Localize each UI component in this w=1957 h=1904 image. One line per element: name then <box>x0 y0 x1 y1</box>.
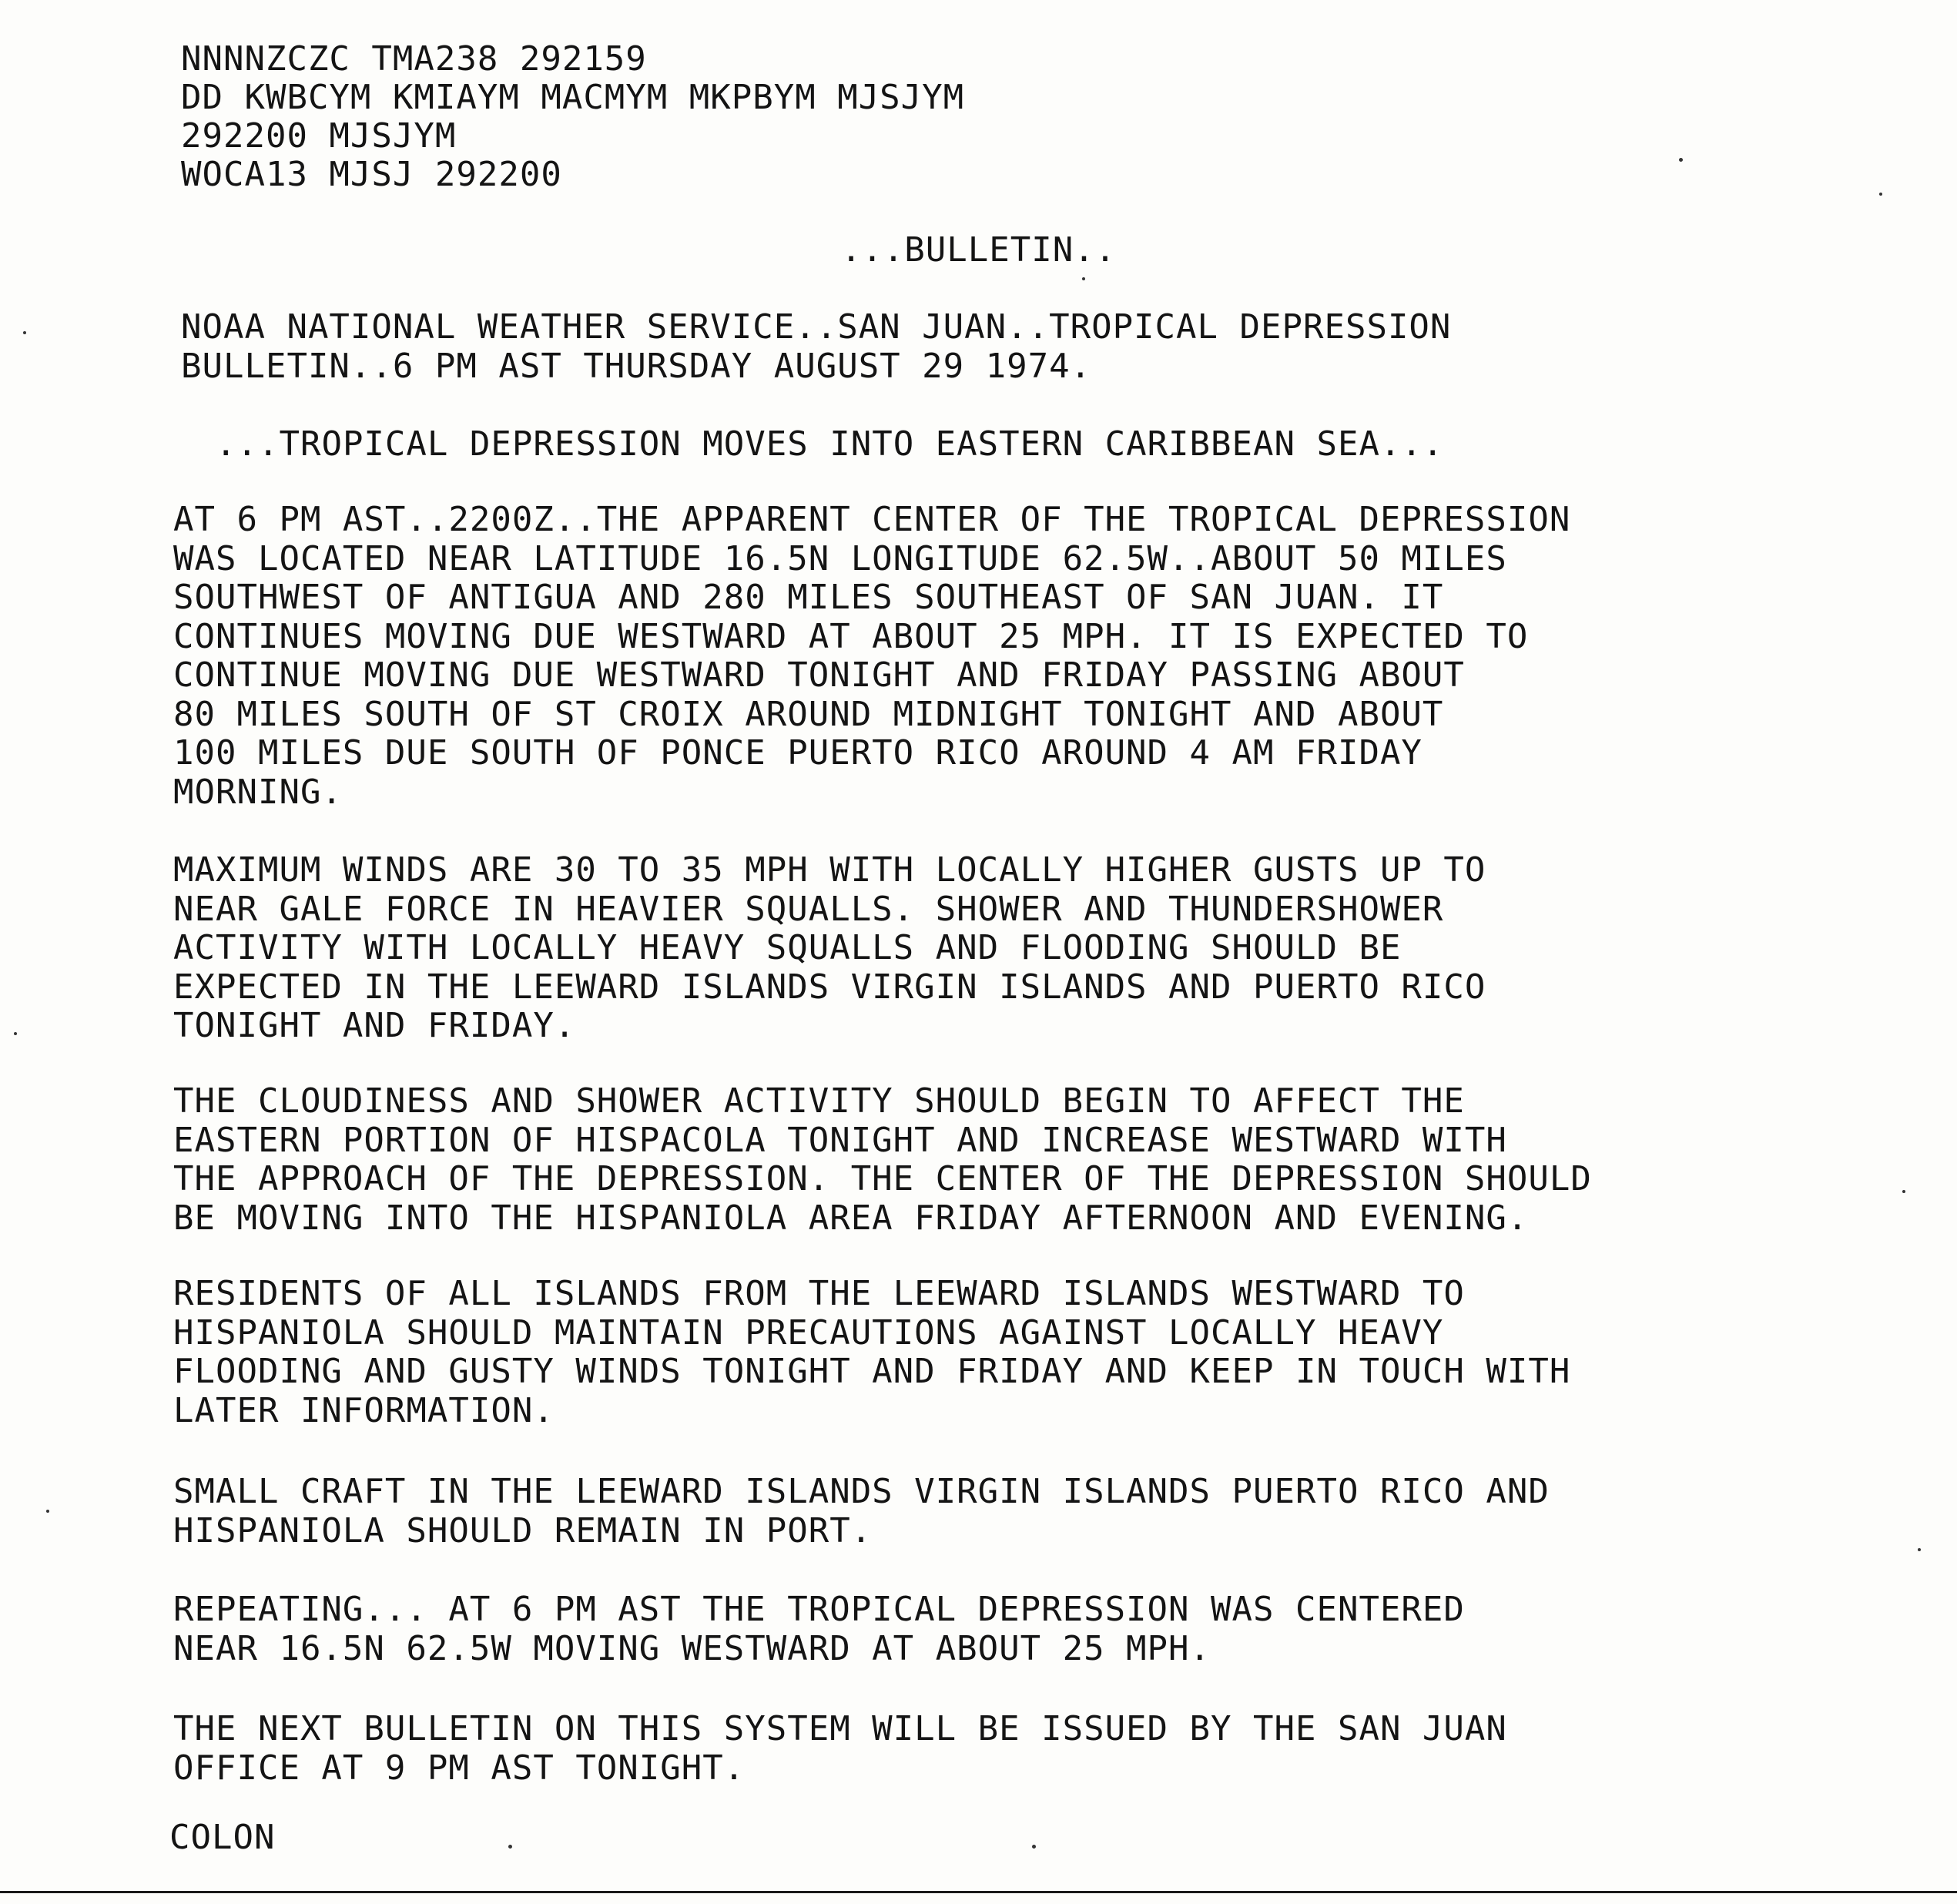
paragraph-winds: MAXIMUM WINDS ARE 30 TO 35 MPH WITH LOCALLY HIGHER GUSTS UP TO NEAR GALE FORCE IN HEAVIER SQUALLS. SHOWER AND THUNDERSHOWER ACTIVITY WITH LOCALLY HEAVY SQUALLS AND FLOODING SHOULD BE EXPECTED IN THE LEEWARD ISLANDS VIRGIN ISLANDS AND PUERTO RICO TONIGHT AND FRIDAY. <box>173 850 1486 1045</box>
paragraph-small-craft: SMALL CRAFT IN THE LEEWARD ISLANDS VIRGIN ISLANDS PUERTO RICO AND HISPANIOLA SHOULD REMAIN IN PORT. <box>173 1472 1550 1550</box>
speck <box>23 331 26 334</box>
bulletin-title: ...BULLETIN.. <box>840 230 1117 270</box>
paragraph-repeating: REPEATING... AT 6 PM AST THE TROPICAL DEPRESSION WAS CENTERED NEAR 16.5N 62.5W MOVING WESTWARD AT ABOUT 25 MPH. <box>173 1590 1465 1668</box>
speck <box>1918 1548 1921 1551</box>
paragraph-residents: RESIDENTS OF ALL ISLANDS FROM THE LEEWARD ISLANDS WESTWARD TO HISPANIOLA SHOULD MAINTAIN PRECAUTIONS AGAINST LOCALLY HEAVY FLOODING AND GUSTY WINDS TONIGHT AND FRIDAY AND KEEP IN TOUCH WITH LATER INFORMATION. <box>173 1274 1571 1430</box>
speck <box>1902 1190 1905 1193</box>
signature: COLON <box>169 1818 276 1857</box>
speck <box>1032 1845 1036 1849</box>
speck <box>1082 277 1085 280</box>
speck <box>14 1032 17 1035</box>
speck <box>1679 158 1683 162</box>
paragraph-position: AT 6 PM AST..2200Z..THE APPARENT CENTER OF THE TROPICAL DEPRESSION WAS LOCATED NEAR LATITUDE 16.5N LONGITUDE 62.5W..ABOUT 50 MILES SOUTHWEST OF ANTIGUA AND 280 MILES SOUTHEAST OF SAN JUAN. IT CONTINUES MOVING DUE WESTWARD AT ABOUT 25 MPH. IT IS EXPECTED TO CONTINUE MOVING DUE WESTWARD TONIGHT AND FRIDAY PASSING ABOUT 80 MILES SOUTH OF ST CROIX AROUND MIDNIGHT TONIGHT AND ABOUT 100 MILES DUE SOUTH OF PONCE PUERTO RICO AROUND 4 AM FRIDAY MORNING. <box>173 500 1571 812</box>
speck <box>508 1845 512 1849</box>
speck <box>1879 193 1882 196</box>
header-line-2: DD KWBCYM KMIAYM MACMYM MKPBYM MJSJYM <box>181 78 965 117</box>
header-line-3: 292200 MJSJYM <box>181 116 457 156</box>
bottom-rule <box>0 1891 1957 1893</box>
header-line-1: NNNNZCZC TMA238 292159 <box>181 39 647 79</box>
intro-paragraph: NOAA NATIONAL WEATHER SERVICE..SAN JUAN..TROPICAL DEPRESSION BULLETIN..6 PM AST THURSDAY AUGUST 29 1974. <box>181 307 1452 386</box>
paragraph-next-bulletin: THE NEXT BULLETIN ON THIS SYSTEM WILL BE ISSUED BY THE SAN JUAN OFFICE AT 9 PM AST TONIGHT. <box>173 1709 1507 1788</box>
headline: ...TROPICAL DEPRESSION MOVES INTO EASTERN CARIBBEAN SEA... <box>216 424 1444 464</box>
speck <box>46 1510 49 1513</box>
header-line-4: WOCA13 MJSJ 292200 <box>181 155 562 194</box>
paragraph-cloudiness: THE CLOUDINESS AND SHOWER ACTIVITY SHOULD BEGIN TO AFFECT THE EASTERN PORTION OF HISPACOLA TONIGHT AND INCREASE WESTWARD WITH THE APPROACH OF THE DEPRESSION. THE CENTER OF THE DEPRESSION SHOULD BE MOVING INTO THE HISPANIOLA AREA FRIDAY AFTERNOON AND EVENING. <box>173 1081 1592 1238</box>
